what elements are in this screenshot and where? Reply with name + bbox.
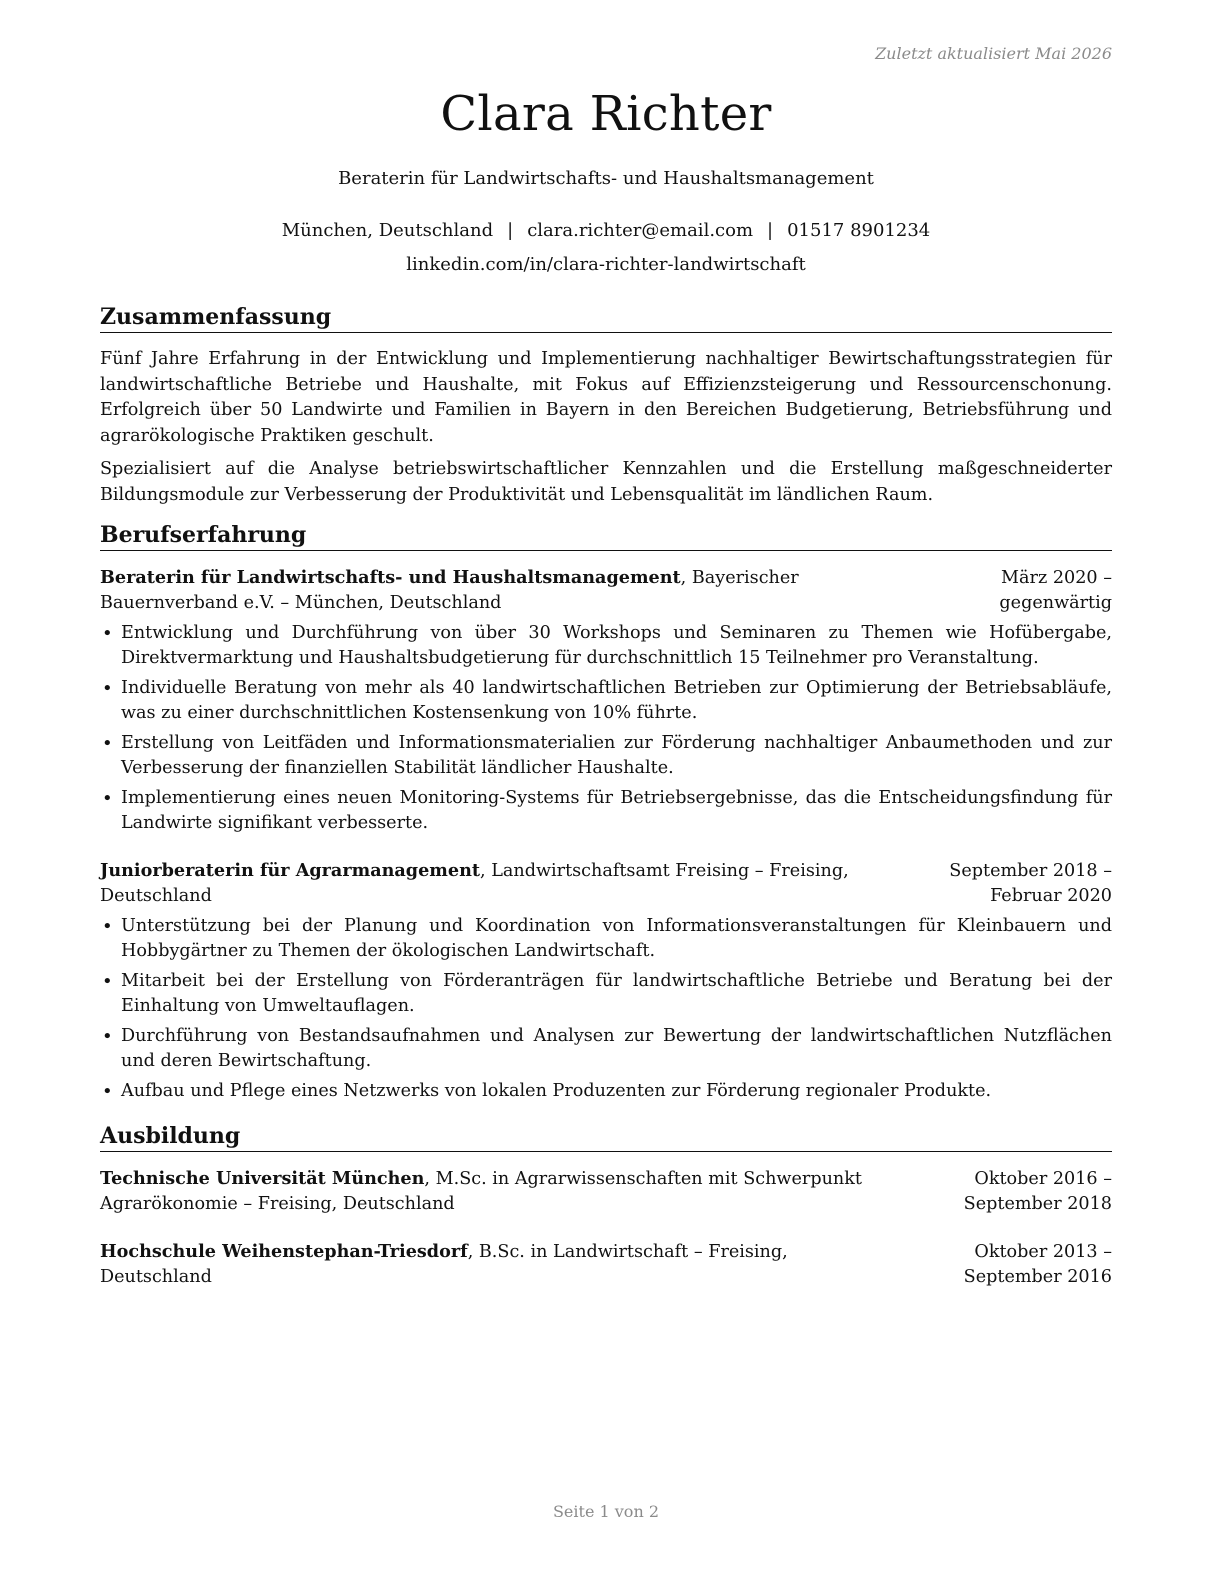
list-item: • Erstellung von Leitfäden und Informationsmaterialien zur Förderung nachhaltiger Anbaumethoden und zur Verbesserung der finanziellen Stabilität ländlicher Haushalte.	[100, 731, 1112, 781]
job-header	[100, 859, 1112, 908]
education-school: Technische Universität München	[100, 1168, 425, 1189]
job-organization: , Landwirtschaftsamt Freising – Freising, Deutschland	[100, 861, 849, 906]
list-item: • Individuelle Beratung von mehr als 40 landwirtschaftlichen Betrieben zur Optimierung der Betriebsabläufe, was zu einer durchschnittlichen Kostensenkung von 10% führte.	[100, 676, 1112, 726]
list-item: • Unterstützung bei der Planung und Koordination von Informationsveranstaltungen für Kleinbauern und Hobbygärtner zu Themen der ökologischen Landwirtschaft.	[100, 914, 1112, 964]
section-title-experience: Berufserfahrung	[100, 521, 1112, 551]
job-bullet-list	[100, 914, 1112, 1109]
job-subtitle: Beraterin für Landwirtschafts- und Haushaltsmanagement	[338, 168, 874, 189]
summary-paragraph: Fünf Jahre Erfahrung in der Entwicklung und Implementierung nachhaltiger Bewirtschaftungsstrategien für landwirtschaftliche Betriebe und Haushalte, mit Fokus auf Effizienzsteigerung und Ressourcenschonung. Erfolgreich über 50 Landwirte und Familien in Bayern in den Bereichen Budgetierung, Betriebsführung und agrarökologische Praktiken geschult.	[100, 349, 1112, 446]
contact-separator: |	[507, 220, 514, 241]
education-detail: , M.Sc. in Agrarwissenschaften mit Schwerpunkt Agrarökonomie – Freising, Deutschland	[100, 1169, 862, 1214]
contact-phone: 01517 8901234	[787, 220, 931, 241]
education-title-line	[100, 1240, 874, 1289]
contact-line	[100, 220, 1112, 241]
list-item: • Aufbau und Pflege eines Netzwerks von lokalen Produzenten zur Förderung regionaler Produkte.	[100, 1079, 1112, 1104]
education-entry	[100, 1240, 1112, 1289]
contact-location: München, Deutschland	[281, 220, 494, 241]
job-role: Juniorberaterin für Agrarmanagement	[100, 860, 481, 881]
job-role: Beraterin für Landwirtschafts- und Haushaltsmanagement	[100, 567, 681, 588]
education-entry	[100, 1167, 1112, 1216]
person-name: Clara Richter	[440, 86, 772, 142]
job-title-line	[100, 566, 884, 615]
education-school: Hochschule Weihenstephan-Triesdorf	[100, 1241, 468, 1262]
last-updated: Zuletzt aktualisiert Mai 2026	[875, 44, 1112, 63]
job-title-line	[100, 859, 874, 908]
job-organization: , Bayerischer Bauernverband e.V. – München, Deutschland	[100, 568, 799, 613]
list-item: • Durchführung von Bestandsaufnahmen und Analysen zur Bewertung der landwirtschaftlichen Nutzflächen und deren Bewirtschaftung.	[100, 1024, 1112, 1074]
section-title-summary: Zusammenfassung	[100, 303, 1112, 333]
job-header	[100, 566, 1112, 615]
job-dates: März 2020 – gegenwärtig	[999, 568, 1112, 613]
education-title-line	[100, 1167, 874, 1216]
job-bullet-list	[100, 621, 1112, 841]
list-item: • Implementierung eines neuen Monitoring-Systems für Betriebsergebnisse, das die Entscheidungsfindung für Landwirte signifikant verbesserte.	[100, 786, 1112, 836]
job-dates: September 2018 – Februar 2020	[949, 861, 1112, 906]
section-title-education: Ausbildung	[100, 1122, 1112, 1152]
education-dates: Oktober 2013 – September 2016	[963, 1242, 1112, 1287]
linkedin-link[interactable]: linkedin.com/in/clara-richter-landwirtschaft	[406, 254, 806, 275]
contact-email[interactable]: clara.richter@email.com	[527, 220, 754, 241]
page-number: Seite 1 von 2	[552, 1502, 660, 1521]
contact-separator: |	[767, 220, 774, 241]
summary-paragraph: Spezialisiert auf die Analyse betriebswirtschaftlicher Kennzahlen und die Erstellung maßgeschneiderter Bildungsmodule zur Verbesserung der Produktivität und Lebensqualität im ländlichen Raum.	[100, 459, 1112, 505]
education-detail: , B.Sc. in Landwirtschaft – Freising, Deutschland	[100, 1242, 788, 1287]
education-dates: Oktober 2016 – September 2018	[963, 1169, 1112, 1214]
resume-page	[100, 0, 1112, 1584]
list-item: • Mitarbeit bei der Erstellung von Förderanträgen für landwirtschaftliche Betriebe und Beratung bei der Einhaltung von Umweltauflagen.	[100, 969, 1112, 1019]
list-item: • Entwicklung und Durchführung von über 30 Workshops und Seminaren zu Themen wie Hofübergabe, Direktvermarktung und Haushaltsbudgetierung für durchschnittlich 15 Teilnehmer pro Veranstaltung.	[100, 621, 1112, 671]
